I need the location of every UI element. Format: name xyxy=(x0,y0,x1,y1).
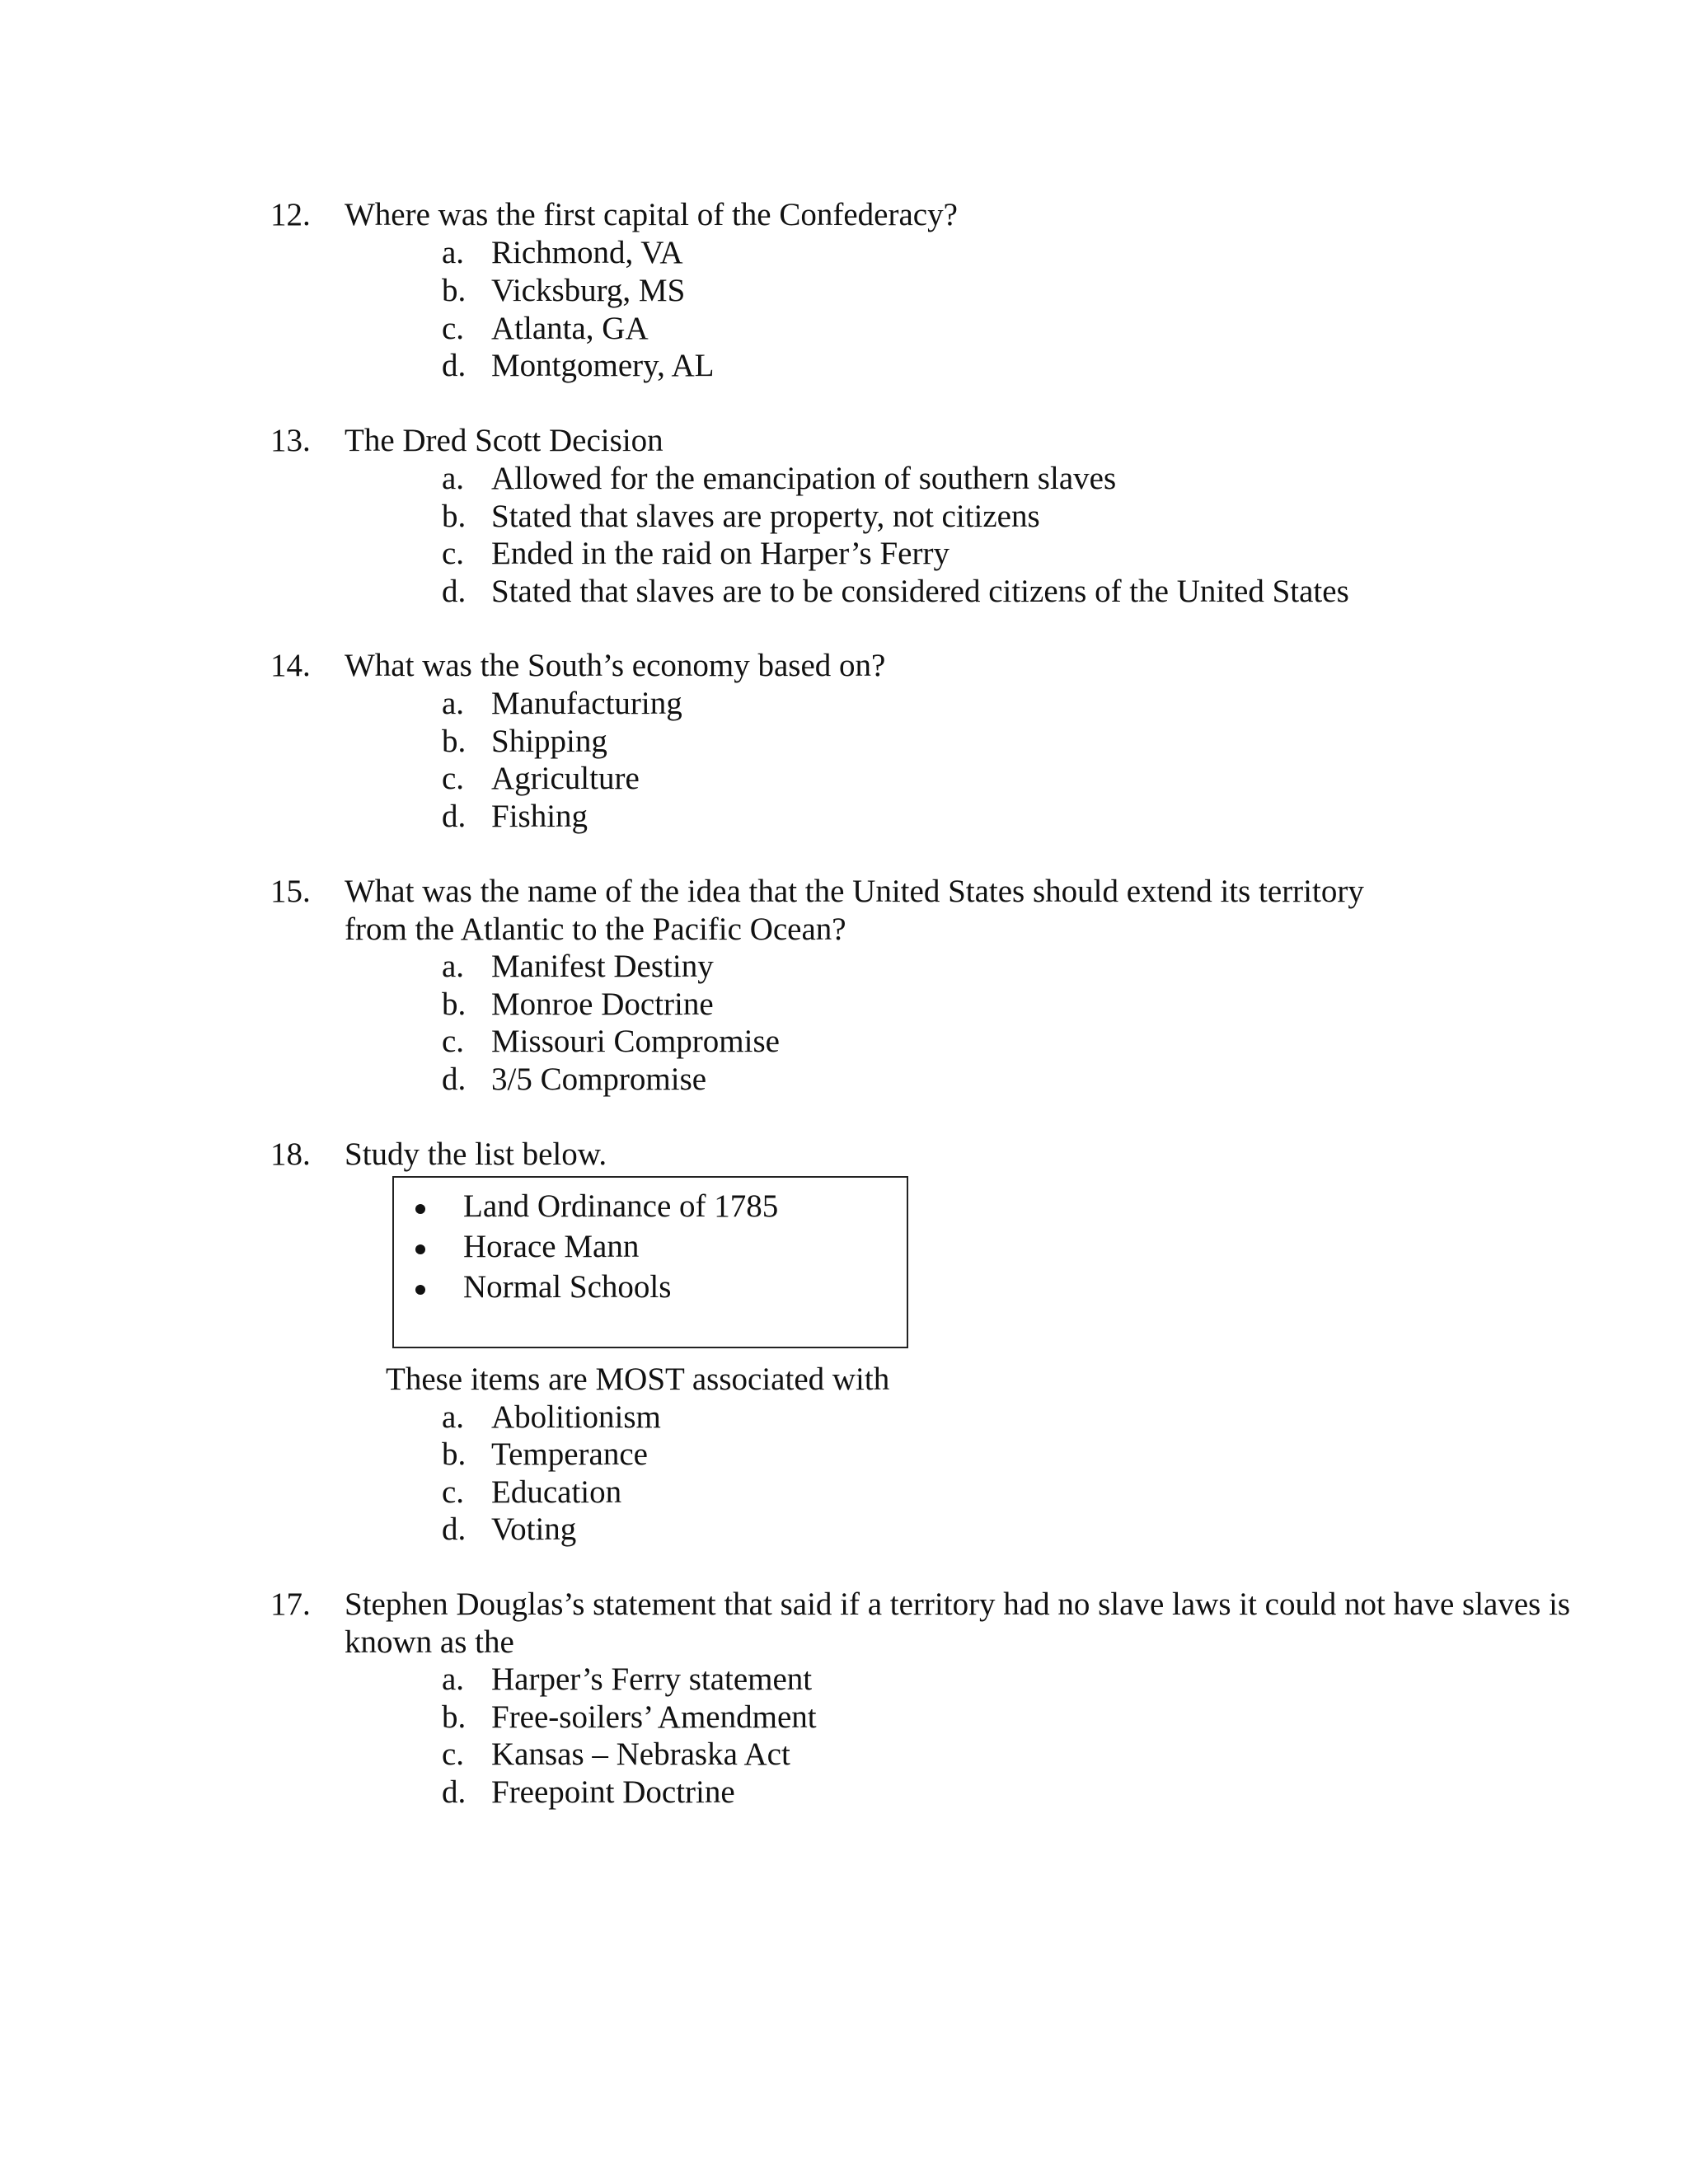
option-letter: b. xyxy=(442,1699,467,1735)
option-text: Vicksburg, MS xyxy=(491,273,686,308)
option-text: Stated that slaves are to be considered citizens of the United States xyxy=(491,574,1349,609)
question-text-line-1: Stephen Douglas’s statement that said if a territory had no slave laws it could not have slaves is xyxy=(345,1586,1571,1622)
question-text-line-1: What was the name of the idea that the United States should extend its territory xyxy=(345,874,1364,909)
question-number: 15. xyxy=(270,874,311,909)
list-item: Normal Schools xyxy=(463,1269,672,1305)
question-number: 18. xyxy=(270,1137,311,1172)
option-text: 3/5 Compromise xyxy=(491,1062,707,1097)
option-text: Richmond, VA xyxy=(491,235,683,270)
option-letter: c. xyxy=(442,311,465,346)
question-text-line-2: known as the xyxy=(345,1624,514,1660)
option-letter: d. xyxy=(442,574,467,609)
option-text: Allowed for the emancipation of southern slaves xyxy=(491,461,1117,496)
option-letter: a. xyxy=(442,686,465,721)
option-letter: b. xyxy=(442,1436,467,1472)
option-letter: a. xyxy=(442,235,465,270)
list-item: Land Ordinance of 1785 xyxy=(463,1188,779,1224)
option-letter: c. xyxy=(442,1474,465,1510)
question-text: The Dred Scott Decision xyxy=(345,423,663,458)
option-text: Harper’s Ferry statement xyxy=(491,1661,813,1697)
option-text: Free-soilers’ Amendment xyxy=(491,1699,817,1735)
option-text: Shipping xyxy=(491,724,607,759)
question-number: 14. xyxy=(270,648,311,683)
question-text: Study the list below. xyxy=(345,1137,607,1172)
option-letter: a. xyxy=(442,1399,465,1435)
option-text: Fishing xyxy=(491,799,588,834)
option-letter: b. xyxy=(442,987,467,1022)
option-text: Montgomery, AL xyxy=(491,348,715,383)
option-text: Ended in the raid on Harper’s Ferry xyxy=(491,536,950,571)
option-letter: d. xyxy=(442,348,467,383)
option-text: Atlanta, GA xyxy=(491,311,649,346)
option-text: Manifest Destiny xyxy=(491,949,714,984)
option-text: Monroe Doctrine xyxy=(491,987,714,1022)
option-letter: c. xyxy=(442,1024,465,1059)
question-number: 12. xyxy=(270,197,311,232)
option-text: Agriculture xyxy=(491,761,640,796)
option-letter: a. xyxy=(442,1661,465,1697)
option-letter: b. xyxy=(442,273,467,308)
option-text: Voting xyxy=(491,1511,577,1547)
option-letter: d. xyxy=(442,1774,467,1810)
option-letter: a. xyxy=(442,949,465,984)
option-text: Education xyxy=(491,1474,622,1510)
question-text: What was the South’s economy based on? xyxy=(345,648,886,683)
option-letter: d. xyxy=(442,1062,467,1097)
option-letter: b. xyxy=(442,499,467,534)
option-letter: c. xyxy=(442,761,465,796)
option-text: Manufacturing xyxy=(491,686,682,721)
question-text-line-2: from the Atlantic to the Pacific Ocean? xyxy=(345,912,846,947)
option-letter: c. xyxy=(442,536,465,571)
bullet-icon xyxy=(415,1285,425,1295)
question-text: Where was the first capital of the Confederacy? xyxy=(345,197,958,232)
option-text: Abolitionism xyxy=(491,1399,661,1435)
option-letter: d. xyxy=(442,1511,467,1547)
question-number: 17. xyxy=(270,1586,311,1622)
list-item: Horace Mann xyxy=(463,1229,640,1264)
option-letter: c. xyxy=(442,1736,465,1772)
bullet-icon xyxy=(415,1204,425,1214)
option-text: Stated that slaves are property, not citizens xyxy=(491,499,1040,534)
option-text: Temperance xyxy=(491,1436,648,1472)
question-stem: These items are MOST associated with xyxy=(386,1361,890,1397)
option-text: Freepoint Doctrine xyxy=(491,1774,735,1810)
option-text: Kansas – Nebraska Act xyxy=(491,1736,790,1772)
question-number: 13. xyxy=(270,423,311,458)
option-letter: a. xyxy=(442,461,465,496)
option-text: Missouri Compromise xyxy=(491,1024,780,1059)
bullet-icon xyxy=(415,1244,425,1254)
option-letter: b. xyxy=(442,724,467,759)
option-letter: d. xyxy=(442,799,467,834)
